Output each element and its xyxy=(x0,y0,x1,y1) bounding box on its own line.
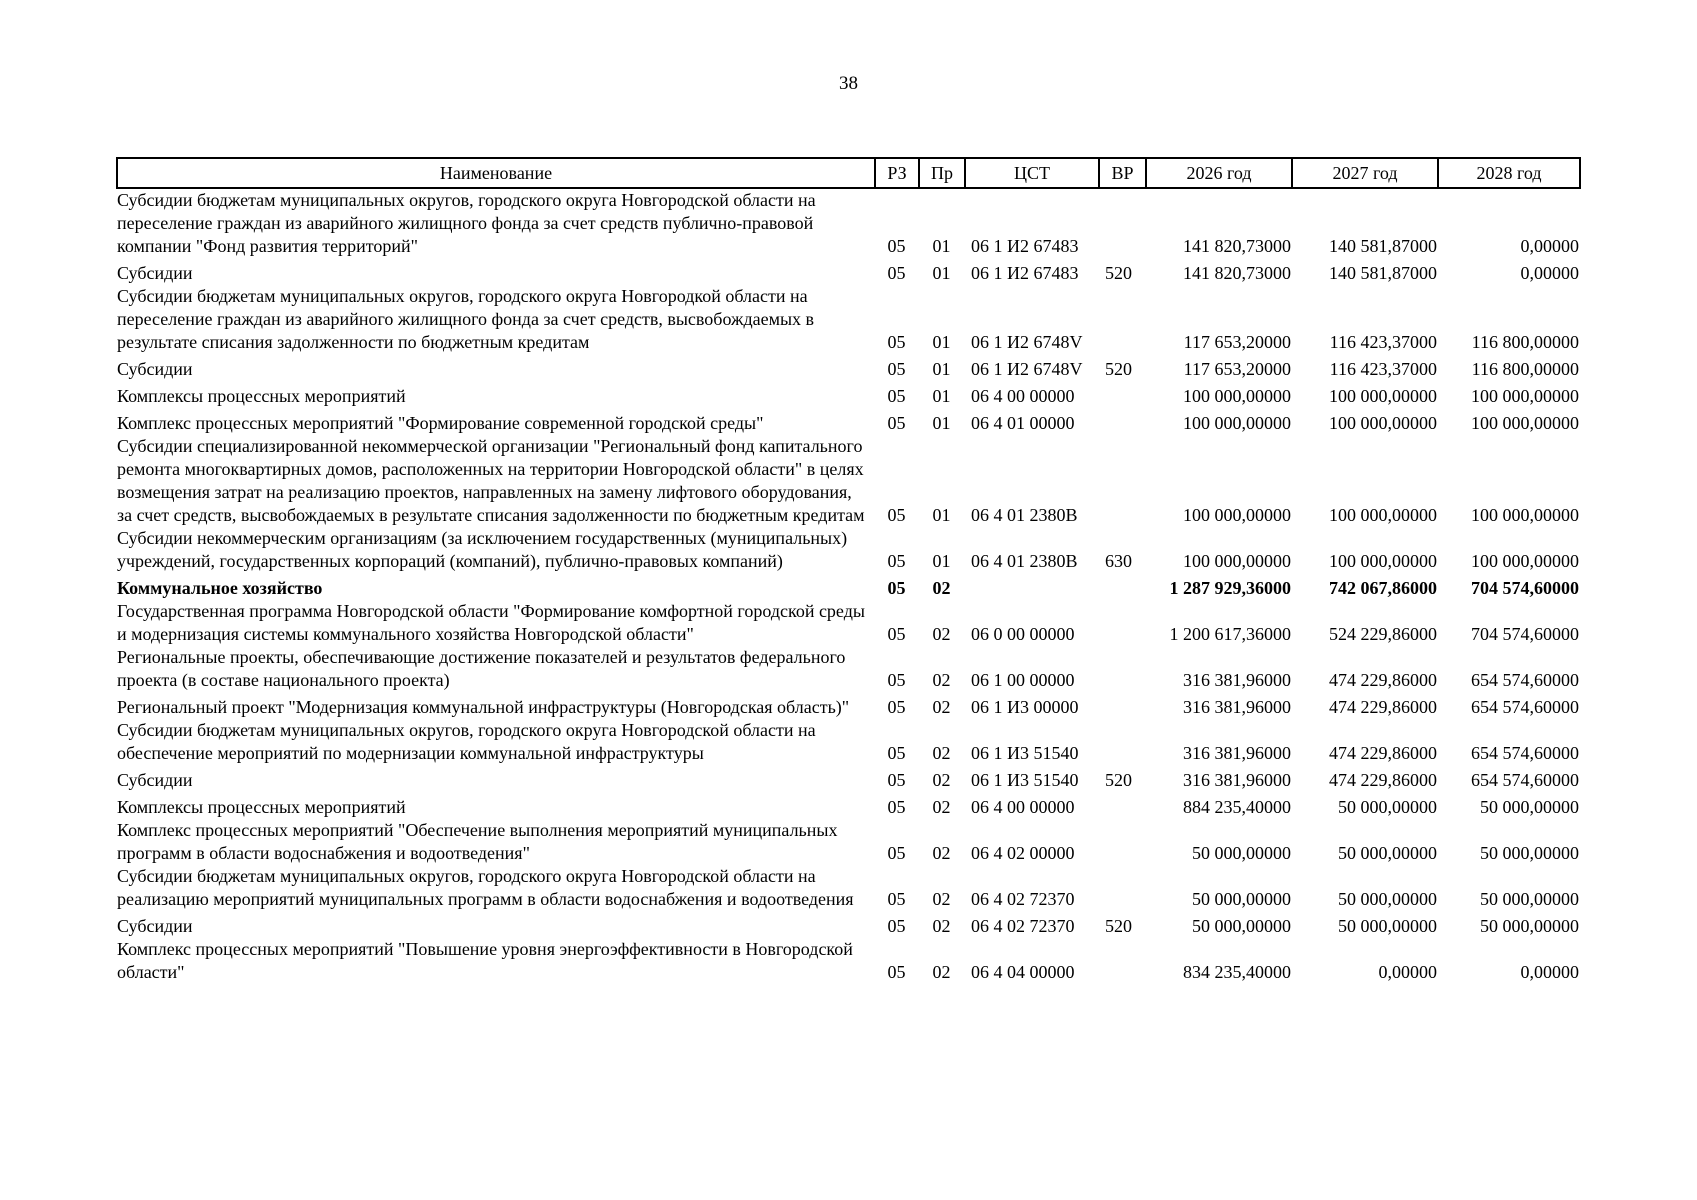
row-cst: 06 1 И2 6748V xyxy=(971,332,1083,352)
row-pr: 02 xyxy=(932,843,951,863)
row-2027: 100 000,00000 xyxy=(1329,413,1437,433)
table-row xyxy=(117,381,1580,408)
table-row xyxy=(117,792,1580,819)
row-rz: 05 xyxy=(887,843,906,863)
row-cst: 06 1 И2 67483 xyxy=(971,263,1079,283)
row-vr: 520 xyxy=(1105,263,1132,283)
row-2027: 524 229,86000 xyxy=(1329,624,1437,644)
header-cst: ЦСТ xyxy=(965,158,1099,188)
row-pr: 02 xyxy=(932,578,951,598)
row-pr: 01 xyxy=(932,263,951,283)
row-2026: 316 381,96000 xyxy=(1183,743,1291,763)
row-cst: 06 4 02 00000 xyxy=(971,843,1075,863)
row-vr xyxy=(1099,600,1146,646)
row-cst: 06 4 01 2380В xyxy=(971,551,1078,571)
row-cst: 06 4 01 2380В xyxy=(971,505,1078,525)
row-name: Субсидии бюджетам муниципальных округов, городского округа Новгородской области на переселение граждан из аварийного жилищного фонда за счет средств публично-правовой компании "Фонд развития территорий" xyxy=(117,190,816,256)
row-vr xyxy=(1099,435,1146,527)
row-vr xyxy=(1099,188,1146,258)
row-2028: 654 574,60000 xyxy=(1471,770,1579,790)
row-vr xyxy=(1099,692,1146,719)
row-pr: 02 xyxy=(932,697,951,717)
row-rz: 05 xyxy=(887,359,906,379)
row-rz: 05 xyxy=(887,797,906,817)
table-row xyxy=(117,600,1580,646)
row-cst: 06 4 01 00000 xyxy=(971,413,1075,433)
row-2028: 654 574,60000 xyxy=(1471,697,1579,717)
table-row xyxy=(117,527,1580,573)
row-2028: 116 800,00000 xyxy=(1471,332,1579,352)
row-name: Субсидии специализированной некоммерческой организации "Региональный фонд капитального ремонта многоквартирных домов, расположенных на территории Новгородской области" в целях возмещения затрат на реализацию проектов, направленных на замену лифтового оборудования, за счет средств, высвобождаемых в результате списания задолженности по бюджетным кредитам xyxy=(117,436,865,525)
row-pr: 02 xyxy=(932,670,951,690)
row-2028: 50 000,00000 xyxy=(1480,916,1579,936)
row-name: Комплексы процессных мероприятий xyxy=(117,797,406,817)
row-vr: 520 xyxy=(1105,359,1132,379)
table-row xyxy=(117,285,1580,354)
row-2026: 141 820,73000 xyxy=(1183,236,1291,256)
row-rz: 05 xyxy=(887,236,906,256)
row-2028: 704 574,60000 xyxy=(1471,578,1579,598)
row-2026: 1 200 617,36000 xyxy=(1169,624,1291,644)
row-cst: 06 1 И2 67483 xyxy=(971,236,1079,256)
row-name: Коммунальное хозяйство xyxy=(117,578,323,598)
row-name: Субсидии xyxy=(117,359,193,379)
table-row xyxy=(117,188,1580,258)
row-2028: 704 574,60000 xyxy=(1471,624,1579,644)
page-number: 38 xyxy=(839,73,858,94)
row-2027: 140 581,87000 xyxy=(1329,263,1437,283)
row-rz: 05 xyxy=(887,743,906,763)
row-2028: 0,00000 xyxy=(1520,236,1579,256)
row-2027: 50 000,00000 xyxy=(1338,843,1437,863)
row-2026: 50 000,00000 xyxy=(1192,843,1291,863)
row-2028: 0,00000 xyxy=(1520,962,1579,982)
header-2026: 2026 год xyxy=(1146,158,1292,188)
row-2026: 834 235,40000 xyxy=(1183,962,1291,982)
row-rz: 05 xyxy=(887,505,906,525)
row-rz: 05 xyxy=(887,332,906,352)
row-name: Комплексы процессных мероприятий xyxy=(117,386,406,406)
row-2026: 100 000,00000 xyxy=(1183,386,1291,406)
header-name: Наименование xyxy=(117,158,875,188)
row-rz: 05 xyxy=(887,889,906,909)
row-2027: 0,00000 xyxy=(1378,962,1437,982)
row-name: Комплекс процессных мероприятий "Повышение уровня энергоэффективности в Новгородской области" xyxy=(117,939,853,982)
row-2028: 100 000,00000 xyxy=(1471,551,1579,571)
row-name: Субсидии xyxy=(117,916,193,936)
row-2027: 100 000,00000 xyxy=(1329,386,1437,406)
row-name: Субсидии бюджетам муниципальных округов, городского округа Новгородской области на реализацию мероприятий муниципальных программ в области водоснабжения и водоотведения xyxy=(117,866,854,909)
row-2027: 140 581,87000 xyxy=(1329,236,1437,256)
row-name: Региональные проекты, обеспечивающие достижение показателей и результатов федерального проекта (в составе национального проекта) xyxy=(117,647,846,690)
table-row xyxy=(117,719,1580,765)
row-name: Комплекс процессных мероприятий "Формирование современной городской среды" xyxy=(117,413,764,433)
row-2026: 884 235,40000 xyxy=(1183,797,1291,817)
table-row xyxy=(117,408,1580,435)
row-2026: 316 381,96000 xyxy=(1183,697,1291,717)
row-pr: 02 xyxy=(932,624,951,644)
row-rz: 05 xyxy=(887,551,906,571)
row-2027: 116 423,37000 xyxy=(1329,332,1437,352)
row-2028: 654 574,60000 xyxy=(1471,670,1579,690)
row-pr: 01 xyxy=(932,236,951,256)
row-2028: 50 000,00000 xyxy=(1480,797,1579,817)
row-pr: 02 xyxy=(932,962,951,982)
row-cst: 06 4 02 72370 xyxy=(971,889,1075,909)
table-row xyxy=(117,573,1580,600)
row-cst: 06 1 00 00000 xyxy=(971,670,1075,690)
row-2027: 116 423,37000 xyxy=(1329,359,1437,379)
row-vr xyxy=(1099,573,1146,600)
row-2027: 50 000,00000 xyxy=(1338,916,1437,936)
row-2026: 100 000,00000 xyxy=(1183,505,1291,525)
row-pr: 01 xyxy=(932,505,951,525)
row-vr xyxy=(1099,938,1146,984)
row-vr xyxy=(1099,285,1146,354)
row-pr: 02 xyxy=(932,743,951,763)
row-pr: 02 xyxy=(932,797,951,817)
budget-table xyxy=(116,157,1581,984)
row-2027: 474 229,86000 xyxy=(1329,697,1437,717)
row-rz: 05 xyxy=(887,386,906,406)
row-2026: 100 000,00000 xyxy=(1183,551,1291,571)
table-row xyxy=(117,258,1580,285)
row-vr: 520 xyxy=(1105,770,1132,790)
table-row xyxy=(117,354,1580,381)
row-rz: 05 xyxy=(887,916,906,936)
row-pr: 02 xyxy=(932,889,951,909)
row-name: Субсидии xyxy=(117,770,193,790)
row-2027: 100 000,00000 xyxy=(1329,551,1437,571)
table-row xyxy=(117,819,1580,865)
row-cst: 06 4 00 00000 xyxy=(971,386,1075,406)
row-2028: 100 000,00000 xyxy=(1471,386,1579,406)
header-vr: ВР xyxy=(1099,158,1146,188)
row-rz: 05 xyxy=(887,770,906,790)
table-row xyxy=(117,911,1580,938)
row-cst: 06 1 И3 51540 xyxy=(971,743,1079,763)
row-pr: 02 xyxy=(932,770,951,790)
row-name: Региональный проект "Модернизация коммунальной инфраструктуры (Новгородская область)" xyxy=(117,697,850,717)
row-name: Субсидии бюджетам муниципальных округов, городского округа Новгородкой области на переселение граждан из аварийного жилищного фонда за счет средств, высвобождаемых в результате списания задолженности по бюджетным кредитам xyxy=(117,286,815,352)
row-2028: 50 000,00000 xyxy=(1480,889,1579,909)
row-2026: 117 653,20000 xyxy=(1183,359,1291,379)
row-cst xyxy=(965,573,1099,600)
row-cst: 06 4 02 72370 xyxy=(971,916,1075,936)
row-2027: 474 229,86000 xyxy=(1329,770,1437,790)
header-2028: 2028 год xyxy=(1438,158,1580,188)
row-2027: 742 067,86000 xyxy=(1329,578,1437,598)
row-cst: 06 1 И3 51540 xyxy=(971,770,1079,790)
row-name: Комплекс процессных мероприятий "Обеспечение выполнения мероприятий муниципальных программ в области водоснабжения и водоотведения" xyxy=(117,820,838,863)
row-2028: 50 000,00000 xyxy=(1480,843,1579,863)
row-name: Субсидии некоммерческим организациям (за исключением государственных (муниципальных) учреждений, государственных корпораций (компаний), публично-правовых компаний) xyxy=(117,528,848,571)
row-vr xyxy=(1099,719,1146,765)
row-name: Субсидии бюджетам муниципальных округов, городского округа Новгородской области на обеспечение мероприятий по модернизации коммунальной инфраструктуры xyxy=(117,720,816,763)
row-pr: 01 xyxy=(932,359,951,379)
row-2026: 1 287 929,36000 xyxy=(1169,578,1291,598)
row-pr: 01 xyxy=(932,413,951,433)
table-row xyxy=(117,692,1580,719)
row-rz: 05 xyxy=(887,670,906,690)
row-2026: 100 000,00000 xyxy=(1183,413,1291,433)
row-vr: 630 xyxy=(1105,551,1132,571)
table-row xyxy=(117,765,1580,792)
header-pr: Пр xyxy=(919,158,965,188)
row-2027: 50 000,00000 xyxy=(1338,797,1437,817)
row-2026: 117 653,20000 xyxy=(1183,332,1291,352)
table-header-row xyxy=(117,158,1580,188)
row-vr xyxy=(1099,865,1146,911)
row-rz: 05 xyxy=(887,578,906,598)
row-cst: 06 1 И3 00000 xyxy=(971,697,1079,717)
row-2026: 316 381,96000 xyxy=(1183,670,1291,690)
row-rz: 05 xyxy=(887,697,906,717)
row-vr xyxy=(1099,792,1146,819)
row-cst: 06 4 00 00000 xyxy=(971,797,1075,817)
header-2027: 2027 год xyxy=(1292,158,1438,188)
row-rz: 05 xyxy=(887,962,906,982)
row-vr: 520 xyxy=(1105,916,1132,936)
table-body xyxy=(117,188,1580,984)
row-2028: 0,00000 xyxy=(1520,263,1579,283)
row-2026: 316 381,96000 xyxy=(1183,770,1291,790)
row-name: Субсидии xyxy=(117,263,193,283)
row-vr xyxy=(1099,646,1146,692)
table-row xyxy=(117,938,1580,984)
row-2027: 474 229,86000 xyxy=(1329,743,1437,763)
row-vr xyxy=(1099,819,1146,865)
row-pr: 01 xyxy=(932,332,951,352)
table-row xyxy=(117,865,1580,911)
row-2027: 474 229,86000 xyxy=(1329,670,1437,690)
row-2027: 100 000,00000 xyxy=(1329,505,1437,525)
row-2026: 141 820,73000 xyxy=(1183,263,1291,283)
row-2028: 116 800,00000 xyxy=(1471,359,1579,379)
row-rz: 05 xyxy=(887,624,906,644)
table-row xyxy=(117,435,1580,527)
row-2028: 654 574,60000 xyxy=(1471,743,1579,763)
row-cst: 06 0 00 00000 xyxy=(971,624,1075,644)
row-2027: 50 000,00000 xyxy=(1338,889,1437,909)
row-pr: 01 xyxy=(932,551,951,571)
row-cst: 06 1 И2 6748V xyxy=(971,359,1083,379)
row-vr xyxy=(1099,381,1146,408)
row-name: Государственная программа Новгородской области "Формирование комфортной городской среды и модернизация системы коммунального хозяйства Новгородской области" xyxy=(117,601,865,644)
row-2028: 100 000,00000 xyxy=(1471,413,1579,433)
row-pr: 01 xyxy=(932,386,951,406)
table-row xyxy=(117,646,1580,692)
header-rz: РЗ xyxy=(875,158,919,188)
row-rz: 05 xyxy=(887,413,906,433)
row-2028: 100 000,00000 xyxy=(1471,505,1579,525)
row-pr: 02 xyxy=(932,916,951,936)
row-rz: 05 xyxy=(887,263,906,283)
row-2026: 50 000,00000 xyxy=(1192,889,1291,909)
row-vr xyxy=(1099,408,1146,435)
row-2026: 50 000,00000 xyxy=(1192,916,1291,936)
row-cst: 06 4 04 00000 xyxy=(971,962,1075,982)
